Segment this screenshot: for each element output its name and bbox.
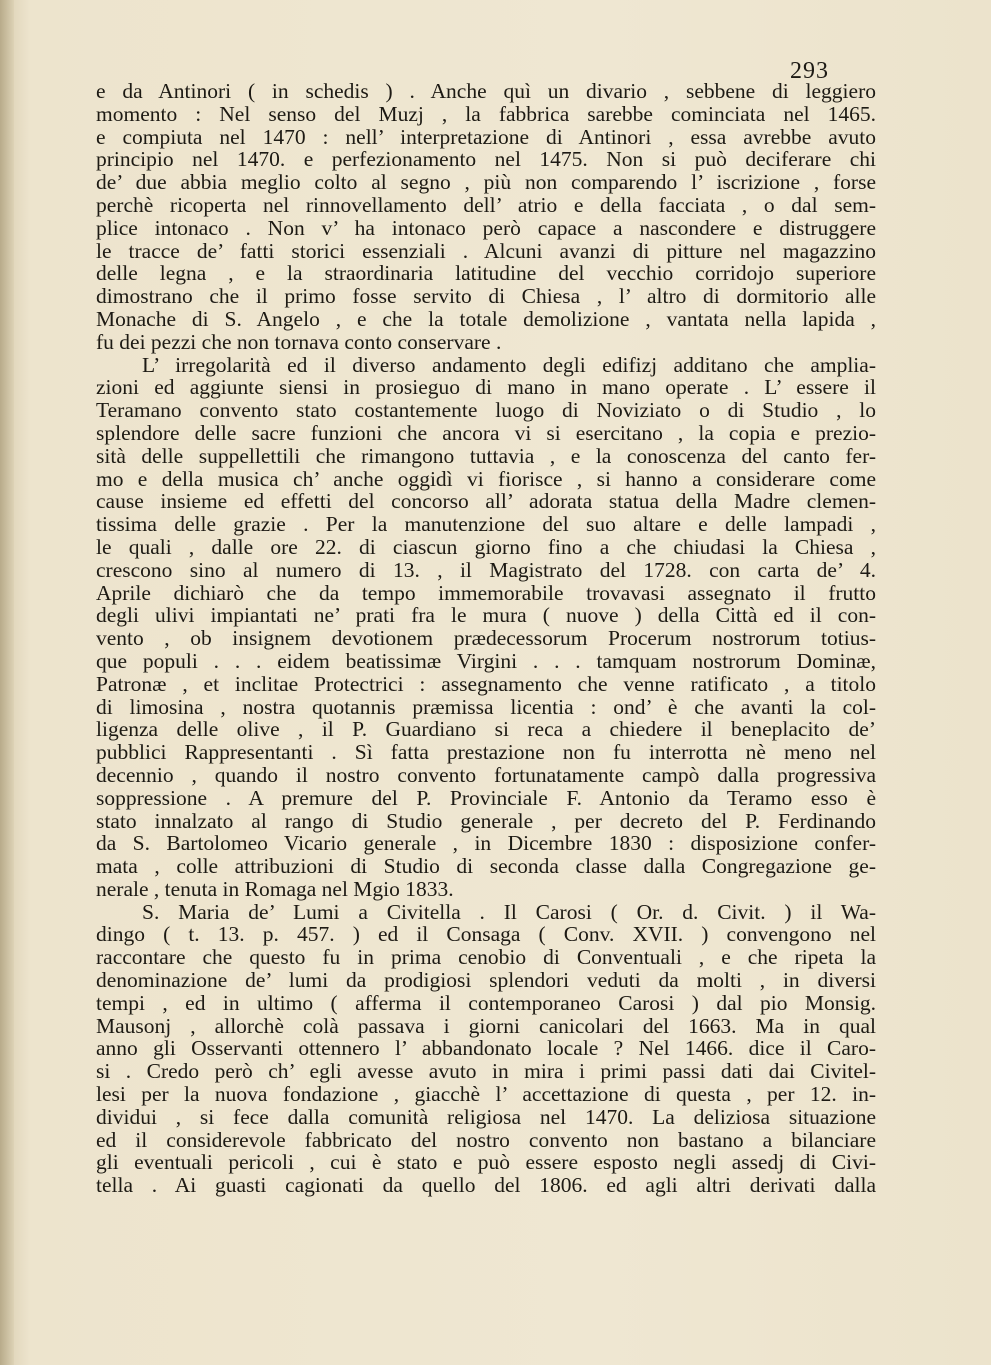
text-line: si . Credo però ch’ egli avesse avuto in mira i primi passi dati dai Civitel- xyxy=(96,1059,876,1084)
text-line: anno gli Osservanti ottennero l’ abbandonato locale ? Nel 1466. dice il Caro- xyxy=(96,1036,876,1061)
text-line: le quali , dalle ore 22. di ciascun giorno fino a che chiudasi la Chiesa , xyxy=(96,534,876,559)
text-line: e da Antinori ( in schedis ) . Anche quì un divario , sebbene di leggiero xyxy=(96,79,876,103)
text-line: que populi . . . eidem beatissimæ Virgini . . . tamquam nostrorum Dominæ, xyxy=(96,648,876,673)
text-line: ed il considerevole fabbricato del nostro convento non bastano a bilanciare xyxy=(96,1127,876,1152)
text-line: gli eventuali pericoli , cui è stato e può essere esposto negli assedj di Civi- xyxy=(96,1150,876,1175)
text-line: mo e della musica ch’ anche oggidì vi fiorisce , si hanno a considerare come xyxy=(96,466,876,491)
text-line: splendore delle sacre funzioni che ancora vi si esercitano , la copia e prezio- xyxy=(96,420,876,445)
text-line: Aprile dichiarò che da tempo immemorabile trovavasi assegnato il frutto xyxy=(96,580,876,605)
text-line: S. Maria de’ Lumi a Civitella . Il Carosi ( Or. d. Civit. ) il Wa- xyxy=(142,899,876,924)
text-line: zioni ed aggiunte siensi in prosieguo di mano in mano operate . L’ essere il xyxy=(96,375,876,400)
text-line: perchè ricoperta nel rinnovellamento dell’ atrio e della facciata , o dal sem- xyxy=(96,192,876,217)
text-line: tissima delle grazie . Per la manutenzione del suo altare e delle lampadi , xyxy=(96,512,876,537)
text-line: sità delle suppellettili che rimangono tuttavia , e la conoscenza del canto fer- xyxy=(96,443,876,468)
text-line: ligenza delle olive , il P. Guardiano si reca a chiedere il beneplacito de’ xyxy=(96,717,876,742)
page-gutter xyxy=(0,0,14,1365)
text-line: le tracce de’ fatti storici essenziali . Alcuni avanzi di pitture nel magazzino xyxy=(96,238,876,263)
text-line: L’ irregolarità ed il diverso andamento degli edifizj additano che amplia- xyxy=(142,352,876,377)
text-line: stato innalzato al rango di Studio generale , per decreto del P. Ferdinando xyxy=(96,808,876,833)
text-line: degli ulivi impiantati ne’ prati fra le mura ( nuove ) della Città ed il con- xyxy=(96,603,876,628)
text-line: plice intonaco . Non v’ ha intonaco però capace a nascondere e distruggere xyxy=(96,215,876,240)
text-line: delle legna , e la straordinaria latitudine del vecchio corridojo superiore xyxy=(96,261,876,286)
text-line: raccontare che questo fu in prima cenobio di Conventuali , e che ripeta la xyxy=(96,945,876,970)
text-line: lesi per la nuova fondazione , giacchè l’ accettazione di questa , per 12. in- xyxy=(96,1082,876,1107)
text-line: e compiuta nel 1470 : nell’ interpretazione di Antinori , essa avrebbe avuto xyxy=(96,124,876,149)
text-line: vento , ob insignem devotionem prædecessorum Procerum nostrorum totius- xyxy=(96,626,876,651)
text-line: momento : Nel senso del Muzj , la fabbrica sarebbe cominciata nel 1465. xyxy=(96,101,876,126)
page-number: 293 xyxy=(790,58,829,84)
text-line: Teramano convento stato costantemente luogo di Noviziato o di Studio , lo xyxy=(96,398,876,423)
text-line: cause insieme ed effetti del concorso all’ adorata statua della Madre clemen- xyxy=(96,489,876,514)
text-line: mata , colle attribuzioni di Studio di seconda classe dalla Congregazione ge- xyxy=(96,854,876,879)
text-line: da S. Bartolomeo Vicario generale , in Dicembre 1830 : disposizione confer- xyxy=(96,831,876,856)
text-line: Monache di S. Angelo , e che la totale demolizione , vantata nella lapida , xyxy=(96,306,876,331)
text-line: crescono sino al numero di 13. , il Magistrato del 1728. con carta de’ 4. xyxy=(96,557,876,582)
text-line: Patronæ , et inclitae Protectrici : assegnamento che venne ratificato , a titolo xyxy=(96,671,876,696)
text-line: principio nel 1470. e perfezionamento nel 1475. Non si può deciferare chi xyxy=(96,147,876,172)
text-line: tempi , ed in ultimo ( afferma il contemporaneo Carosi ) dal pio Monsig. xyxy=(96,990,876,1015)
text-line: nerale , tenuta in Romaga nel Mgio 1833. xyxy=(96,876,454,901)
text-line: denominazione de’ lumi da prodigiosi splendori veduti da molti , in diversi xyxy=(96,968,876,993)
text-line: di limosina , nostra quotannis præmissa licentia : ond’ è che avanti la col- xyxy=(96,694,876,719)
text-line: dingo ( t. 13. p. 457. ) ed il Consaga ( Conv. XVII. ) convengono nel xyxy=(96,922,876,947)
text-line: pubblici Rappresentanti . Sì fatta prestazione non fu interrotta nè meno nel xyxy=(96,740,876,765)
body-text xyxy=(96,80,876,1197)
text-line: dimostrano che il primo fosse servito di Chiesa , l’ altro di dormitorio alle xyxy=(96,284,876,309)
text-line: decennio , quando il nostro convento fortunatamente campò dalla progressiva xyxy=(96,762,876,787)
text-line: dividui , si fece dalla comunità religiosa nel 1470. La deliziosa situazione xyxy=(96,1104,876,1129)
text-line: tella . Ai guasti cagionati da quello del 1806. ed agli altri derivati dalla xyxy=(96,1173,876,1198)
text-line: fu dei pezzi che non tornava conto conservare . xyxy=(96,329,502,354)
text-line: de’ due abbia meglio colto al segno , più non comparendo l’ iscrizione , forse xyxy=(96,170,876,195)
text-line: Mausonj , allorchè colà passava i giorni canicolari del 1663. Ma in qual xyxy=(96,1013,876,1038)
text-line: soppressione . A premure del P. Provinciale F. Antonio da Teramo esso è xyxy=(96,785,876,810)
